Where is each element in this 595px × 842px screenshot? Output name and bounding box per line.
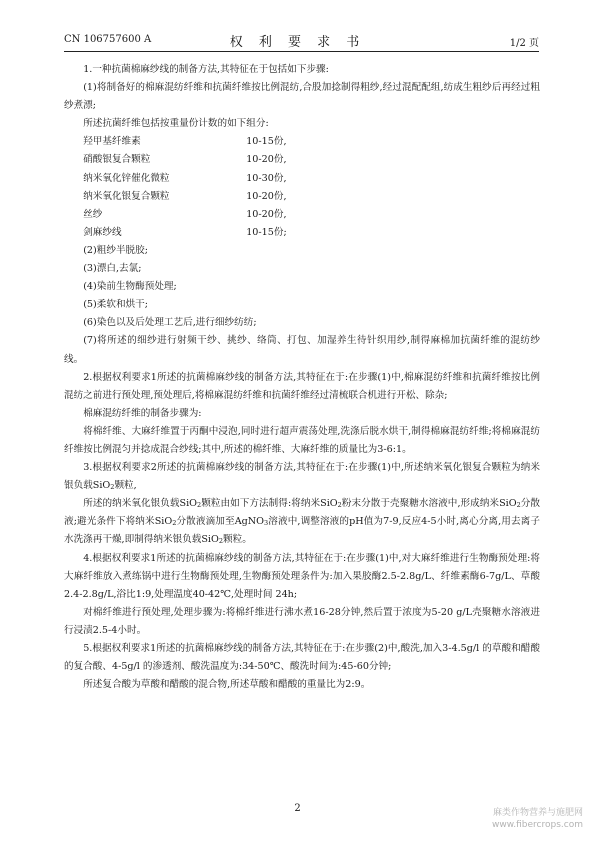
component-amount: 10-15份; xyxy=(246,226,287,238)
claim-1-step-5: (5)柔软和烘干; xyxy=(83,299,148,311)
component-name: 纳米氧化锌催化微粒 xyxy=(83,172,170,184)
subscript: 2 xyxy=(337,501,342,510)
claim-3-method-text: 颗粒由如下方法制得:将纳米SiO xyxy=(201,498,338,510)
claim-3-method-text: 分散液滴加至AgNO xyxy=(176,516,265,528)
claim-3-method-text: 所述的纳米氧化银负载SiO xyxy=(83,498,198,510)
subscript: 2 xyxy=(218,537,224,546)
component-name: 硝酸银复合颗粒 xyxy=(83,154,151,166)
claim-3-method-text: 颗粒。 xyxy=(223,534,252,546)
component-amount: 10-20份, xyxy=(246,154,287,166)
component-name: 纳米氧化银复合颗粒 xyxy=(83,190,170,202)
component-row xyxy=(64,170,540,188)
claim-3-text: 颗粒, xyxy=(114,480,137,492)
claim-5-acid: 所述复合酸为草酸和醋酸的混合物,所述草酸和醋酸的重量比为2:9。 xyxy=(83,679,371,691)
claim-3-method xyxy=(64,495,540,549)
claim-4: 4.根据权利要求1所述的抗菌棉麻纱线的制备方法,其特征在于:在步骤(1)中,对大麻纤维进行生物酶预处理:将大麻纤维放入煮练锅中进行生物酶预处理,生物酶预处理条件为:加入果胶酶2.5-2.8g/L、纤维素酶6-7g/L、草酸2.4-2.8g/L,浴比1:9,处理温度40-42℃,处理时间 24h; xyxy=(64,552,540,600)
component-row xyxy=(64,133,540,151)
watermark-url: www.fibercrops.com xyxy=(492,820,583,830)
header-divider xyxy=(64,51,539,52)
component-row xyxy=(64,206,540,224)
claim-1-step-6: (6)染色以及后处理工艺后,进行细纱纺纺; xyxy=(83,317,257,329)
claim-1-step-1: (1)将制备好的棉麻混纺纤维和抗菌纤维按比例混纺,合股加捻制得粗纱,经过混配配组,纺成生粗纱后再经过粗纱煮漂; xyxy=(64,82,540,112)
document-number: CN 106757600 A xyxy=(64,34,152,45)
claim-2-preparation: 将棉纤维、大麻纤维置于丙酮中浸泡,同时进行超声震荡处理,洗涤后脱水烘干,制得棉麻混纺纤维;将棉麻混纺纤维按比例混匀并捻成混合纱线;其中,所述的棉纤维、大麻纤维的质量比为3-6:1。 xyxy=(64,425,540,455)
claim-4-pretreatment: 对棉纤维进行预处理,处理步骤为:将棉纤维进行沸水煮16-28分钟,然后置于浓度为5-20 g/L壳聚糖水溶液进行浸渍2.5-4小时。 xyxy=(64,606,540,636)
claim-1-step-7: (7)将所述的细纱进行射频干纱、挑纱、络筒、打包、加湿养生待针织用纱,制得麻棉加抗菌纤维的混纺纱线。 xyxy=(64,335,540,365)
claim-2: 2.根据权利要求1所述的抗菌棉麻纱线的制备方法,其特征在于:在步骤(1)中,棉麻混纺纤维和抗菌纤维按比例混纺之前进行预处理,预处理后,将棉麻混纺纤维和抗菌纤维经过清梳联合机进行开松、除杂; xyxy=(64,371,540,401)
component-row xyxy=(64,224,540,242)
page-title: 权 利 要 求 书 xyxy=(229,35,366,50)
subscript: 3 xyxy=(264,519,269,528)
component-amount: 10-15份, xyxy=(246,136,287,148)
subscript: 2 xyxy=(197,501,202,510)
claim-1-step-2: (2)粗纱半脱胶; xyxy=(83,244,148,256)
component-name: 羟甲基纤维素 xyxy=(83,136,141,148)
claim-2-subtitle: 棉麻混纺纤维的制备步骤为: xyxy=(83,407,202,419)
watermark-line: 麻类作物营养与施肥网 xyxy=(492,808,583,818)
subscript: 2 xyxy=(172,519,177,528)
claim-3 xyxy=(64,459,540,495)
component-amount: 10-30份, xyxy=(246,172,287,184)
component-amount: 10-20份, xyxy=(246,190,287,202)
component-amount: 10-20份, xyxy=(246,208,287,220)
subscript: 2 xyxy=(516,501,521,510)
claim-3-text: 3.根据权利要求2所述的抗菌棉麻纱线的制备方法,其特征在于:在步骤(1)中,所述纳米氧化银复合颗粒为纳米银负载SiO xyxy=(64,462,540,492)
claim-1-components-intro: 所述抗菌纤维包括按重量份计数的如下组分: xyxy=(83,118,269,130)
component-name: 剑麻纱线 xyxy=(83,226,122,238)
watermark xyxy=(492,807,583,831)
page-info: 1/2 页 xyxy=(509,38,539,49)
component-row xyxy=(64,151,540,169)
component-name: 丝纱 xyxy=(83,208,103,220)
claim-3-method-text: 粉末分散于壳聚糖水溶液中,形成纳米SiO xyxy=(341,498,517,510)
component-row xyxy=(64,188,540,206)
claim-3-method-text: 溶液中,调整溶液的pH值为7-9,反应4-5小时,离心分离,用去离子水洗涤再干燥,即制得纳米银负载SiO xyxy=(64,516,540,546)
page-number: 2 xyxy=(294,803,301,814)
subscript: 2 xyxy=(110,483,115,492)
claim-1-step-4: (4)染前生物酶预处理; xyxy=(83,281,177,293)
claims-body xyxy=(64,61,540,694)
claim-1-step-3: (3)漂白,去氯; xyxy=(83,263,142,275)
claim-5: 5.根据权利要求1所述的抗菌棉麻纱线的制备方法,其特征在于:在步骤(2)中,酸洗,加入3-4.5g/l 的草酸和醋酸的复合酸、4-5g/l 的渗透剂、酸洗温度为:34-50℃、酸洗时间为:45-60分钟; xyxy=(64,643,540,673)
claim-1-intro: 1.一种抗菌棉麻纱线的制备方法,其特征在于包括如下步骤: xyxy=(83,64,329,75)
claim-3-method-text: 分散液;避光条件下将纳米SiO xyxy=(64,498,540,528)
